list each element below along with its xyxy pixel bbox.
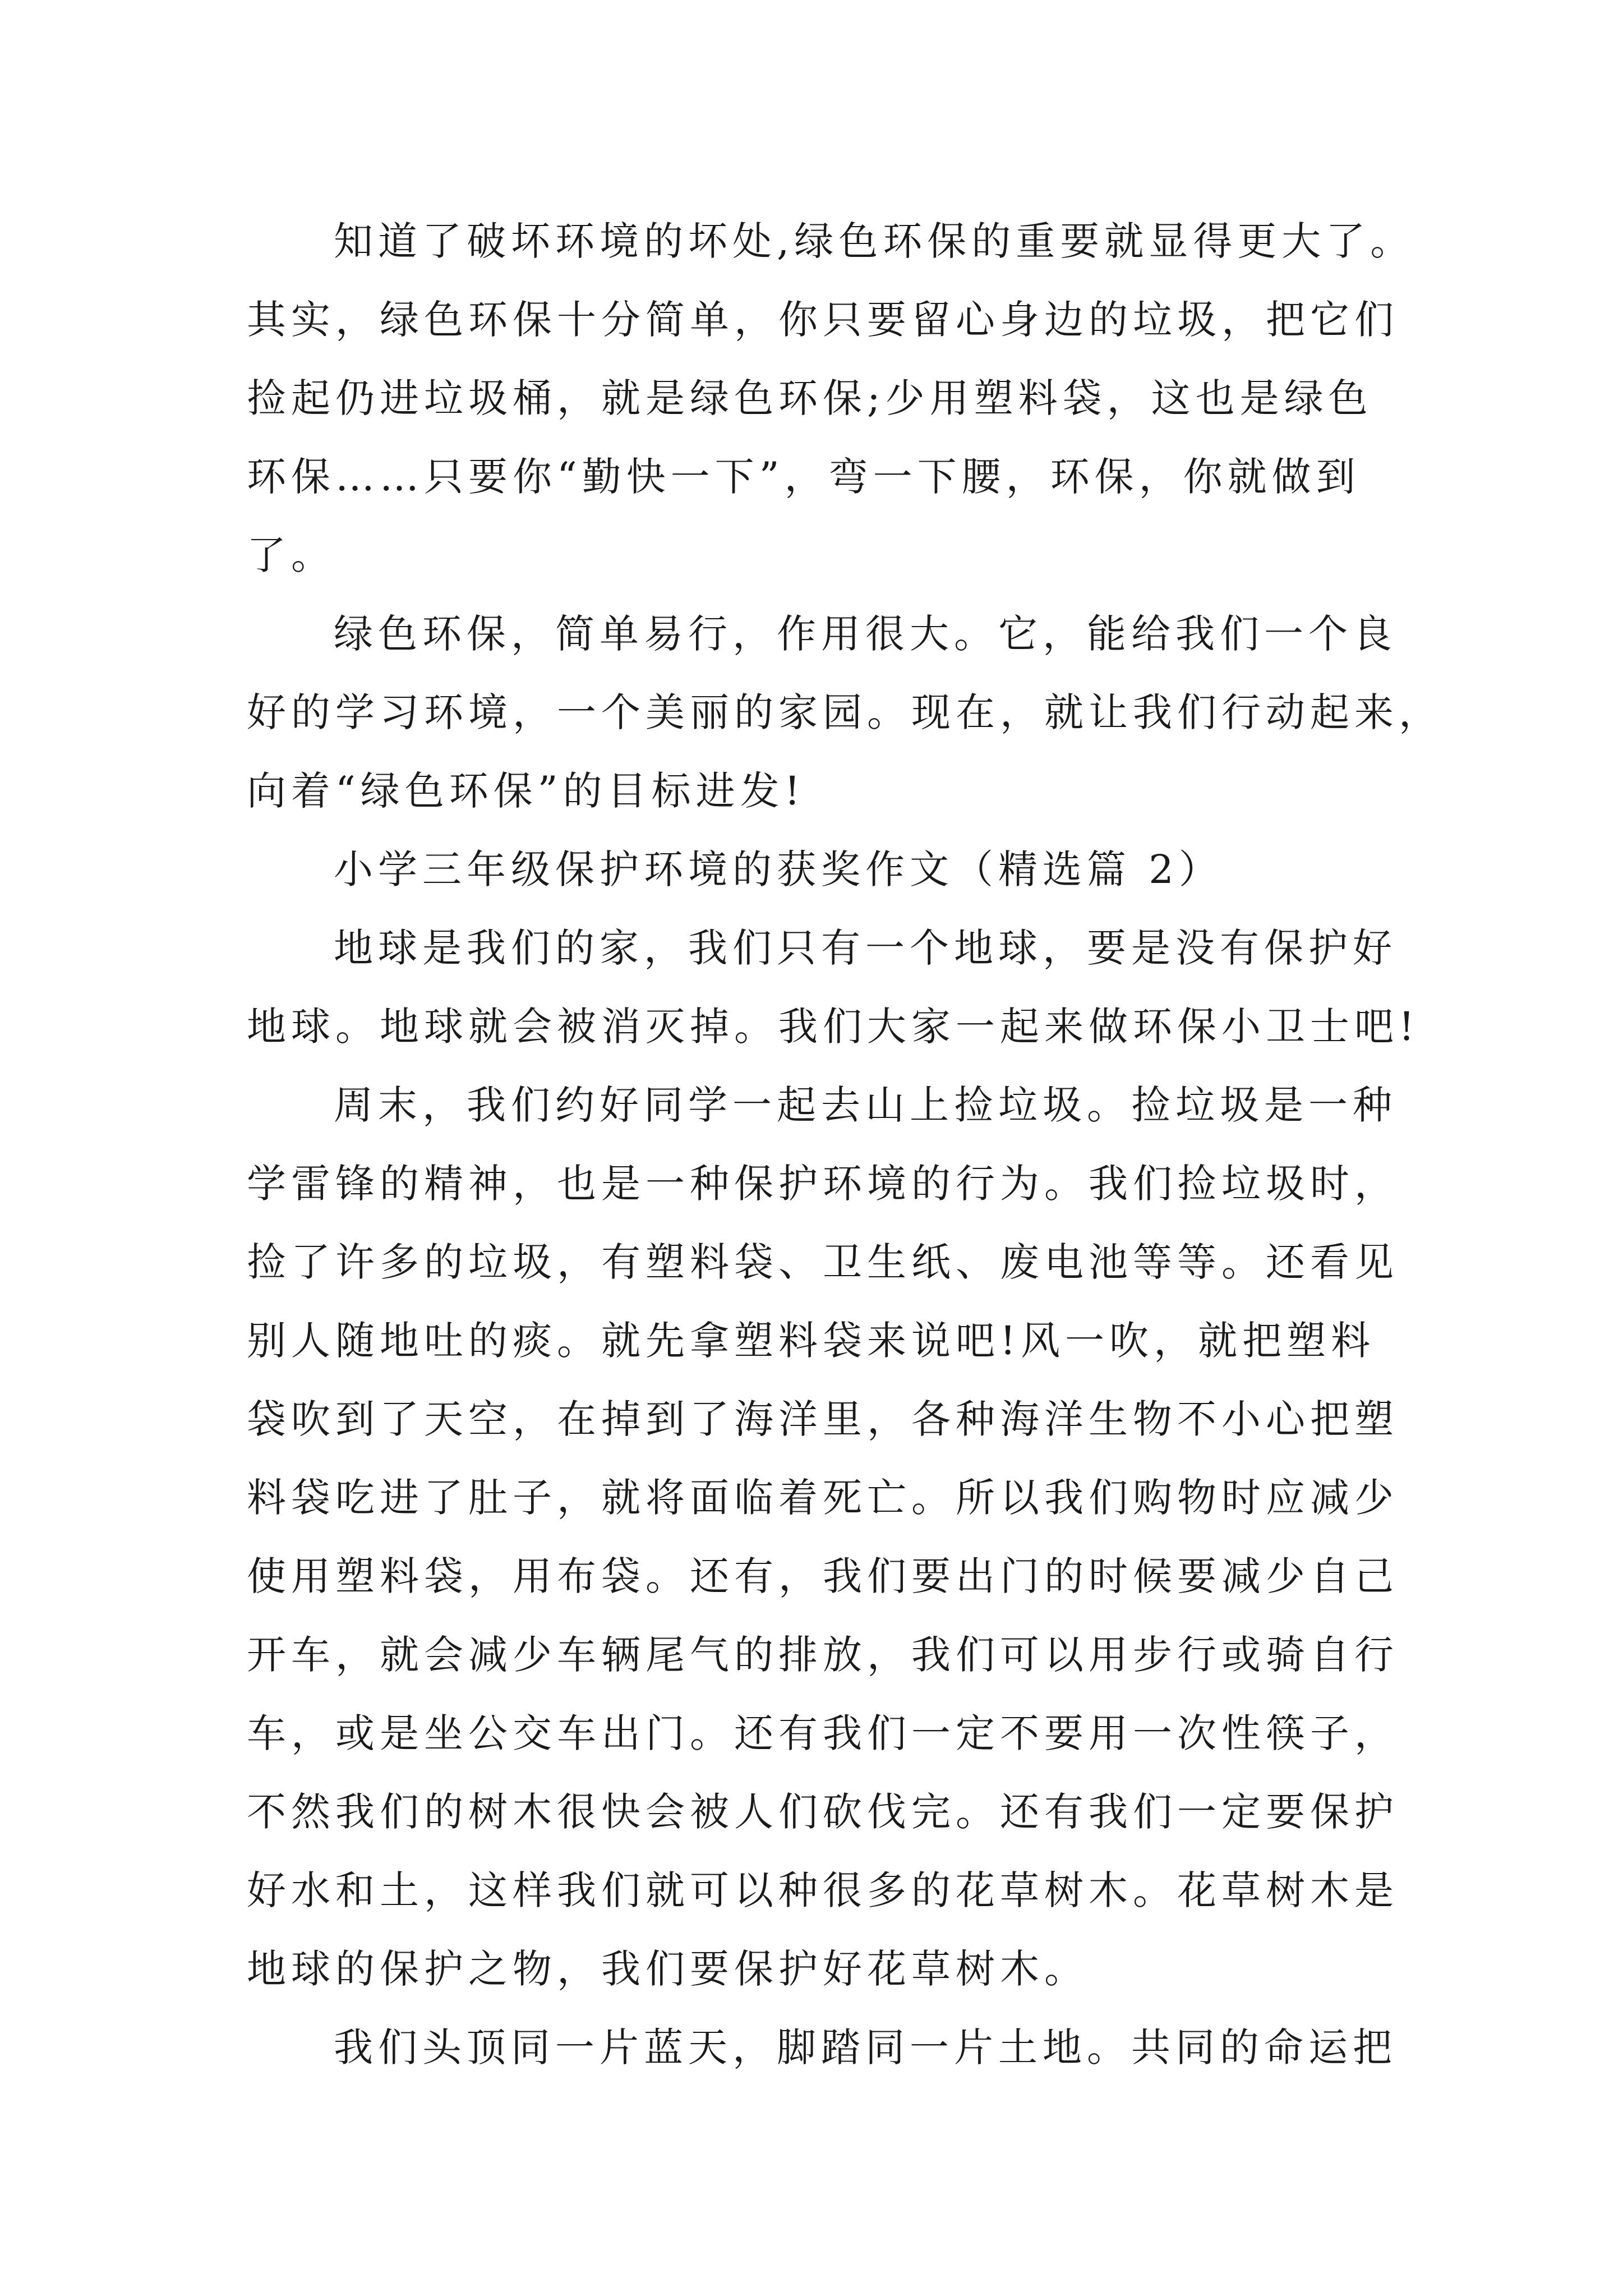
- paragraph-line: 了。: [247, 532, 335, 578]
- paragraph-line: 不然我们的树木很快会被人们砍伐完。还有我们一定要保护: [247, 1789, 1399, 1835]
- paragraph-line: 别人随地吐的痰。就先拿塑料袋来说吧!风一吹，就把塑料: [247, 1318, 1376, 1364]
- paragraph-line: 地球的保护之物，我们要保护好花草树木。: [247, 1946, 1089, 1992]
- section-heading: 小学三年级保护环境的获奖作文（精选篇 2）: [334, 846, 1223, 892]
- paragraph-line: 环保……只要你“勤快一下”，弯一下腰，环保，你就做到: [247, 454, 1361, 500]
- paragraph-line: 使用塑料袋，用布袋。还有，我们要出门的时候要减少自己: [247, 1553, 1399, 1599]
- paragraph-line: 知道了破坏环境的坏处,绿色环保的重要就显得更大了。: [334, 218, 1415, 264]
- paragraph-line: 周末，我们约好同学一起去山上捡垃圾。捡垃圾是一种: [334, 1082, 1397, 1128]
- paragraph-line: 绿色环保，简单易行，作用很大。它，能给我们一个良: [334, 611, 1397, 657]
- paragraph-line: 料袋吃进了肚子，就将面临着死亡。所以我们购物时应减少: [247, 1475, 1399, 1521]
- paragraph-line: 地球。地球就会被消灭掉。我们大家一起来做环保小卫士吧!: [247, 1004, 1420, 1050]
- paragraph-line: 我们头顶同一片蓝天，脚踏同一片土地。共同的命运把: [334, 2024, 1397, 2070]
- paragraph-line: 车，或是坐公交车出门。还有我们一定不要用一次性筷子，: [247, 1710, 1399, 1756]
- paragraph-line: 好水和土，这样我们就可以种很多的花草树木。花草树木是: [247, 1867, 1399, 1913]
- paragraph-line: 好的学习环境，一个美丽的家园。现在，就让我们行动起来，: [247, 689, 1443, 735]
- paragraph-line: 向着“绿色环保”的目标进发!: [247, 768, 805, 814]
- paragraph-line: 其实，绿色环保十分简单，你只要留心身边的垃圾，把它们: [247, 297, 1399, 343]
- paragraph-line: 开车，就会减少车辆尾气的排放，我们可以用步行或骑自行: [247, 1632, 1399, 1678]
- paragraph-line: 学雷锋的精神，也是一种保护环境的行为。我们捡垃圾时，: [247, 1161, 1399, 1207]
- paragraph-line: 地球是我们的家，我们只有一个地球，要是没有保护好: [334, 925, 1397, 971]
- paragraph-line: 袋吹到了天空，在掉到了海洋里，各种海洋生物不小心把塑: [247, 1396, 1399, 1442]
- paragraph-line: 捡起仍进垃圾桶，就是绿色环保;少用塑料袋，这也是绿色: [247, 375, 1373, 421]
- paragraph-line: 捡了许多的垃圾，有塑料袋、卫生纸、废电池等等。还看见: [247, 1239, 1399, 1285]
